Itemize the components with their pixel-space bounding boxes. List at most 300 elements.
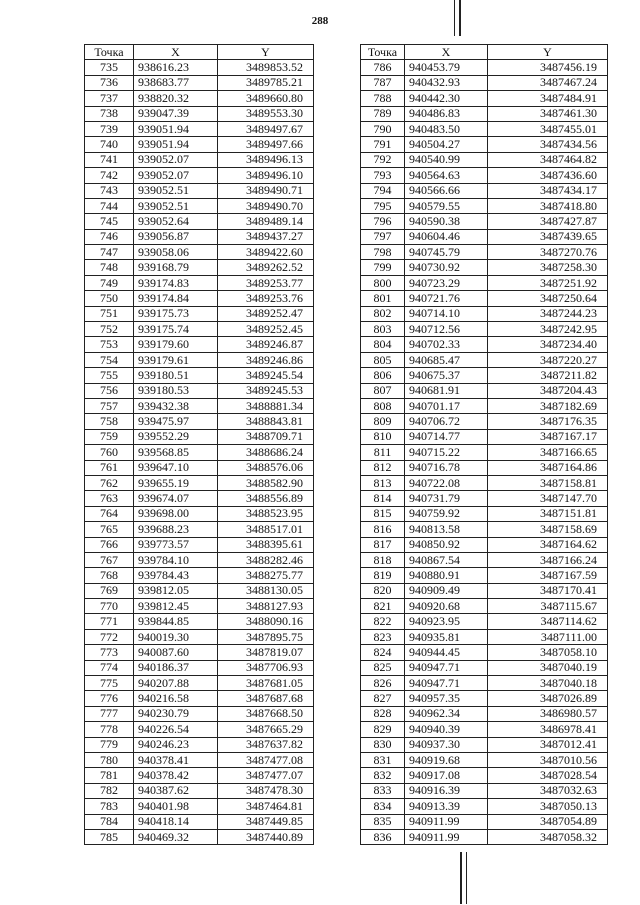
y-coordinate-cell: 3489785.21 bbox=[218, 75, 314, 90]
point-number-cell: 819 bbox=[361, 568, 405, 583]
point-number-cell: 745 bbox=[85, 214, 134, 229]
x-coordinate-cell: 940721.76 bbox=[405, 291, 488, 306]
x-coordinate-cell: 940483.50 bbox=[405, 121, 488, 136]
point-number-cell: 808 bbox=[361, 398, 405, 413]
table-row bbox=[361, 352, 608, 367]
x-coordinate-cell: 939655.19 bbox=[134, 475, 218, 490]
x-coordinate-cell: 940712.56 bbox=[405, 322, 488, 337]
table-row bbox=[361, 783, 608, 798]
table-row bbox=[361, 768, 608, 783]
y-coordinate-cell: 3487158.81 bbox=[488, 475, 608, 490]
point-number-cell: 833 bbox=[361, 783, 405, 798]
point-number-cell: 768 bbox=[85, 568, 134, 583]
y-coordinate-cell: 3489490.70 bbox=[218, 198, 314, 213]
point-number-cell: 827 bbox=[361, 691, 405, 706]
table-row bbox=[361, 460, 608, 475]
x-coordinate-cell: 939175.74 bbox=[134, 322, 218, 337]
y-coordinate-cell: 3489422.60 bbox=[218, 245, 314, 260]
point-number-cell: 781 bbox=[85, 768, 134, 783]
table-row bbox=[85, 429, 314, 444]
x-coordinate-cell: 939174.83 bbox=[134, 275, 218, 290]
table-row bbox=[361, 121, 608, 136]
binder-mark-top bbox=[454, 0, 461, 36]
x-coordinate-cell: 939052.64 bbox=[134, 214, 218, 229]
point-number-cell: 746 bbox=[85, 229, 134, 244]
point-number-cell: 806 bbox=[361, 368, 405, 383]
table-row bbox=[85, 691, 314, 706]
y-coordinate-cell: 3487464.82 bbox=[488, 152, 608, 167]
y-coordinate-cell: 3487427.87 bbox=[488, 214, 608, 229]
y-coordinate-cell: 3487111.00 bbox=[488, 629, 608, 644]
y-coordinate-cell: 3487234.40 bbox=[488, 337, 608, 352]
table-row bbox=[85, 629, 314, 644]
table-row bbox=[85, 676, 314, 691]
y-coordinate-cell: 3487706.93 bbox=[218, 660, 314, 675]
table-row bbox=[85, 460, 314, 475]
header-x: X bbox=[134, 45, 218, 60]
table-header-row bbox=[361, 45, 608, 60]
x-coordinate-cell: 939051.94 bbox=[134, 121, 218, 136]
point-number-cell: 764 bbox=[85, 506, 134, 521]
point-number-cell: 785 bbox=[85, 829, 134, 844]
point-number-cell: 779 bbox=[85, 737, 134, 752]
table-row bbox=[85, 183, 314, 198]
y-coordinate-cell: 3487665.29 bbox=[218, 722, 314, 737]
x-coordinate-cell: 940880.91 bbox=[405, 568, 488, 583]
x-coordinate-cell: 939552.29 bbox=[134, 429, 218, 444]
point-number-cell: 742 bbox=[85, 168, 134, 183]
y-coordinate-cell: 3488127.93 bbox=[218, 599, 314, 614]
x-coordinate-cell: 939784.10 bbox=[134, 552, 218, 567]
x-coordinate-cell: 940714.10 bbox=[405, 306, 488, 321]
point-number-cell: 830 bbox=[361, 737, 405, 752]
point-number-cell: 757 bbox=[85, 398, 134, 413]
x-coordinate-cell: 940947.71 bbox=[405, 676, 488, 691]
table-row bbox=[361, 137, 608, 152]
y-coordinate-cell: 3487054.89 bbox=[488, 814, 608, 829]
table-row bbox=[361, 568, 608, 583]
x-coordinate-cell: 939052.51 bbox=[134, 198, 218, 213]
y-coordinate-cell: 3487028.54 bbox=[488, 768, 608, 783]
header-y: Y bbox=[488, 45, 608, 60]
table-row bbox=[361, 722, 608, 737]
y-coordinate-cell: 3487434.17 bbox=[488, 183, 608, 198]
x-coordinate-cell: 940917.08 bbox=[405, 768, 488, 783]
x-coordinate-cell: 940911.99 bbox=[405, 814, 488, 829]
table-row bbox=[361, 168, 608, 183]
x-coordinate-cell: 940722.08 bbox=[405, 475, 488, 490]
x-coordinate-cell: 939432.38 bbox=[134, 398, 218, 413]
x-coordinate-cell: 940401.98 bbox=[134, 799, 218, 814]
y-coordinate-cell: 3489437.27 bbox=[218, 229, 314, 244]
x-coordinate-cell: 939051.94 bbox=[134, 137, 218, 152]
table-row bbox=[361, 91, 608, 106]
table-row bbox=[85, 398, 314, 413]
point-number-cell: 777 bbox=[85, 706, 134, 721]
y-coordinate-cell: 3489252.47 bbox=[218, 306, 314, 321]
point-number-cell: 801 bbox=[361, 291, 405, 306]
table-row bbox=[85, 445, 314, 460]
x-coordinate-cell: 940937.30 bbox=[405, 737, 488, 752]
table-row bbox=[361, 599, 608, 614]
point-number-cell: 803 bbox=[361, 322, 405, 337]
y-coordinate-cell: 3487211.82 bbox=[488, 368, 608, 383]
point-number-cell: 818 bbox=[361, 552, 405, 567]
point-number-cell: 835 bbox=[361, 814, 405, 829]
y-coordinate-cell: 3488130.05 bbox=[218, 583, 314, 598]
table-row bbox=[85, 783, 314, 798]
point-number-cell: 817 bbox=[361, 537, 405, 552]
y-coordinate-cell: 3487115.67 bbox=[488, 599, 608, 614]
x-coordinate-cell: 939688.23 bbox=[134, 522, 218, 537]
table-row bbox=[85, 814, 314, 829]
x-coordinate-cell: 940759.92 bbox=[405, 506, 488, 521]
x-coordinate-cell: 940731.79 bbox=[405, 491, 488, 506]
table-row bbox=[85, 752, 314, 767]
y-coordinate-cell: 3487456.19 bbox=[488, 60, 608, 75]
x-coordinate-cell: 940675.37 bbox=[405, 368, 488, 383]
table-row bbox=[85, 245, 314, 260]
y-coordinate-cell: 3487258.30 bbox=[488, 260, 608, 275]
table-row bbox=[361, 368, 608, 383]
y-coordinate-cell: 3487204.43 bbox=[488, 383, 608, 398]
table-row bbox=[361, 829, 608, 844]
point-number-cell: 769 bbox=[85, 583, 134, 598]
table-row bbox=[361, 383, 608, 398]
x-coordinate-cell: 939844.85 bbox=[134, 614, 218, 629]
y-coordinate-cell: 3488843.81 bbox=[218, 414, 314, 429]
table-row bbox=[85, 706, 314, 721]
table-row bbox=[85, 260, 314, 275]
point-number-cell: 815 bbox=[361, 506, 405, 521]
x-coordinate-cell: 940923.95 bbox=[405, 614, 488, 629]
table-row bbox=[85, 660, 314, 675]
y-coordinate-cell: 3488556.89 bbox=[218, 491, 314, 506]
table-row bbox=[361, 398, 608, 413]
point-number-cell: 805 bbox=[361, 352, 405, 367]
x-coordinate-cell: 939175.73 bbox=[134, 306, 218, 321]
point-number-cell: 740 bbox=[85, 137, 134, 152]
y-coordinate-cell: 3489853.52 bbox=[218, 60, 314, 75]
table-row bbox=[361, 583, 608, 598]
y-coordinate-cell: 3487895.75 bbox=[218, 629, 314, 644]
y-coordinate-cell: 3487251.92 bbox=[488, 275, 608, 290]
x-coordinate-cell: 940723.29 bbox=[405, 275, 488, 290]
table-row bbox=[85, 91, 314, 106]
point-number-cell: 759 bbox=[85, 429, 134, 444]
table-row bbox=[361, 260, 608, 275]
x-coordinate-cell: 940378.42 bbox=[134, 768, 218, 783]
table-row bbox=[85, 614, 314, 629]
y-coordinate-cell: 3488282.46 bbox=[218, 552, 314, 567]
x-coordinate-cell: 940944.45 bbox=[405, 645, 488, 660]
point-number-cell: 816 bbox=[361, 522, 405, 537]
point-number-cell: 809 bbox=[361, 414, 405, 429]
point-number-cell: 749 bbox=[85, 275, 134, 290]
table-row bbox=[361, 198, 608, 213]
x-coordinate-cell: 940716.78 bbox=[405, 460, 488, 475]
point-number-cell: 786 bbox=[361, 60, 405, 75]
table-row bbox=[85, 799, 314, 814]
x-coordinate-cell: 940913.39 bbox=[405, 799, 488, 814]
binder-mark-bottom bbox=[460, 852, 467, 904]
x-coordinate-cell: 940387.62 bbox=[134, 783, 218, 798]
y-coordinate-cell: 3487050.13 bbox=[488, 799, 608, 814]
x-coordinate-cell: 940087.60 bbox=[134, 645, 218, 660]
point-number-cell: 812 bbox=[361, 460, 405, 475]
x-coordinate-cell: 939674.07 bbox=[134, 491, 218, 506]
x-coordinate-cell: 939047.39 bbox=[134, 106, 218, 121]
x-coordinate-cell: 939056.87 bbox=[134, 229, 218, 244]
table-row bbox=[361, 214, 608, 229]
table-row bbox=[361, 522, 608, 537]
point-number-cell: 793 bbox=[361, 168, 405, 183]
x-coordinate-cell: 938820.32 bbox=[134, 91, 218, 106]
table-row bbox=[361, 322, 608, 337]
y-coordinate-cell: 3489253.76 bbox=[218, 291, 314, 306]
x-coordinate-cell: 939698.00 bbox=[134, 506, 218, 521]
header-y: Y bbox=[218, 45, 314, 60]
x-coordinate-cell: 939647.10 bbox=[134, 460, 218, 475]
table-row bbox=[85, 168, 314, 183]
point-number-cell: 765 bbox=[85, 522, 134, 537]
x-coordinate-cell: 940442.30 bbox=[405, 91, 488, 106]
x-coordinate-cell: 940935.81 bbox=[405, 629, 488, 644]
x-coordinate-cell: 939180.53 bbox=[134, 383, 218, 398]
point-number-cell: 810 bbox=[361, 429, 405, 444]
y-coordinate-cell: 3487477.08 bbox=[218, 752, 314, 767]
point-number-cell: 794 bbox=[361, 183, 405, 198]
table-row bbox=[85, 522, 314, 537]
y-coordinate-cell: 3487244.23 bbox=[488, 306, 608, 321]
table-row bbox=[85, 383, 314, 398]
x-coordinate-cell: 939475.97 bbox=[134, 414, 218, 429]
y-coordinate-cell: 3488275.77 bbox=[218, 568, 314, 583]
table-row bbox=[361, 814, 608, 829]
x-coordinate-cell: 940432.93 bbox=[405, 75, 488, 90]
table-row bbox=[85, 583, 314, 598]
table-row bbox=[361, 629, 608, 644]
point-number-cell: 754 bbox=[85, 352, 134, 367]
table-row bbox=[85, 352, 314, 367]
point-number-cell: 834 bbox=[361, 799, 405, 814]
table-row bbox=[85, 75, 314, 90]
y-coordinate-cell: 3487182.69 bbox=[488, 398, 608, 413]
y-coordinate-cell: 3489245.54 bbox=[218, 368, 314, 383]
y-coordinate-cell: 3487151.81 bbox=[488, 506, 608, 521]
point-number-cell: 825 bbox=[361, 660, 405, 675]
x-coordinate-cell: 940909.49 bbox=[405, 583, 488, 598]
x-coordinate-cell: 940486.83 bbox=[405, 106, 488, 121]
table-row bbox=[361, 645, 608, 660]
point-number-cell: 784 bbox=[85, 814, 134, 829]
x-coordinate-cell: 940813.58 bbox=[405, 522, 488, 537]
table-row bbox=[361, 752, 608, 767]
x-coordinate-cell: 938616.23 bbox=[134, 60, 218, 75]
table-row bbox=[361, 152, 608, 167]
point-number-cell: 736 bbox=[85, 75, 134, 90]
y-coordinate-cell: 3487166.65 bbox=[488, 445, 608, 460]
table-row bbox=[85, 552, 314, 567]
table-row bbox=[85, 768, 314, 783]
y-coordinate-cell: 3487478.30 bbox=[218, 783, 314, 798]
x-coordinate-cell: 940745.79 bbox=[405, 245, 488, 260]
y-coordinate-cell: 3487434.56 bbox=[488, 137, 608, 152]
x-coordinate-cell: 939180.51 bbox=[134, 368, 218, 383]
point-number-cell: 824 bbox=[361, 645, 405, 660]
y-coordinate-cell: 3487166.24 bbox=[488, 552, 608, 567]
table-row bbox=[361, 552, 608, 567]
point-number-cell: 774 bbox=[85, 660, 134, 675]
point-number-cell: 787 bbox=[361, 75, 405, 90]
y-coordinate-cell: 3487477.07 bbox=[218, 768, 314, 783]
point-number-cell: 788 bbox=[361, 91, 405, 106]
point-number-cell: 795 bbox=[361, 198, 405, 213]
x-coordinate-cell: 940590.38 bbox=[405, 214, 488, 229]
y-coordinate-cell: 3489253.77 bbox=[218, 275, 314, 290]
point-number-cell: 763 bbox=[85, 491, 134, 506]
table-row bbox=[361, 506, 608, 521]
point-number-cell: 766 bbox=[85, 537, 134, 552]
y-coordinate-cell: 3487114.62 bbox=[488, 614, 608, 629]
y-coordinate-cell: 3487467.24 bbox=[488, 75, 608, 90]
table-row bbox=[361, 60, 608, 75]
y-coordinate-cell: 3489497.66 bbox=[218, 137, 314, 152]
table-row bbox=[85, 137, 314, 152]
y-coordinate-cell: 3488395.61 bbox=[218, 537, 314, 552]
table-row bbox=[361, 183, 608, 198]
table-row bbox=[85, 829, 314, 844]
y-coordinate-cell: 3488686.24 bbox=[218, 445, 314, 460]
y-coordinate-cell: 3488523.95 bbox=[218, 506, 314, 521]
y-coordinate-cell: 3487040.18 bbox=[488, 676, 608, 691]
table-row bbox=[85, 291, 314, 306]
y-coordinate-cell: 3489246.86 bbox=[218, 352, 314, 367]
y-coordinate-cell: 3488582.90 bbox=[218, 475, 314, 490]
x-coordinate-cell: 939568.85 bbox=[134, 445, 218, 460]
point-number-cell: 802 bbox=[361, 306, 405, 321]
x-coordinate-cell: 940453.79 bbox=[405, 60, 488, 75]
point-number-cell: 751 bbox=[85, 306, 134, 321]
table-row bbox=[85, 229, 314, 244]
point-number-cell: 811 bbox=[361, 445, 405, 460]
x-coordinate-cell: 940715.22 bbox=[405, 445, 488, 460]
x-coordinate-cell: 940916.39 bbox=[405, 783, 488, 798]
table-row bbox=[361, 614, 608, 629]
y-coordinate-cell: 3489497.67 bbox=[218, 121, 314, 136]
header-point: Точка bbox=[85, 45, 134, 60]
point-number-cell: 773 bbox=[85, 645, 134, 660]
point-number-cell: 813 bbox=[361, 475, 405, 490]
y-coordinate-cell: 3489496.13 bbox=[218, 152, 314, 167]
y-coordinate-cell: 3489553.30 bbox=[218, 106, 314, 121]
y-coordinate-cell: 3488881.34 bbox=[218, 398, 314, 413]
table-row bbox=[361, 676, 608, 691]
y-coordinate-cell: 3487164.86 bbox=[488, 460, 608, 475]
point-number-cell: 750 bbox=[85, 291, 134, 306]
x-coordinate-cell: 939812.05 bbox=[134, 583, 218, 598]
x-coordinate-cell: 939058.06 bbox=[134, 245, 218, 260]
header-point: Точка bbox=[361, 45, 405, 60]
point-number-cell: 792 bbox=[361, 152, 405, 167]
table-row bbox=[85, 506, 314, 521]
y-coordinate-cell: 3487270.76 bbox=[488, 245, 608, 260]
y-coordinate-cell: 3489489.14 bbox=[218, 214, 314, 229]
y-coordinate-cell: 3487449.85 bbox=[218, 814, 314, 829]
y-coordinate-cell: 3487819.07 bbox=[218, 645, 314, 660]
table-row bbox=[361, 706, 608, 721]
coordinates-table-right bbox=[360, 44, 608, 845]
point-number-cell: 752 bbox=[85, 322, 134, 337]
y-coordinate-cell: 3486980.57 bbox=[488, 706, 608, 721]
table-row bbox=[85, 60, 314, 75]
x-coordinate-cell: 940920.68 bbox=[405, 599, 488, 614]
table-row bbox=[361, 414, 608, 429]
x-coordinate-cell: 940957.35 bbox=[405, 691, 488, 706]
point-number-cell: 791 bbox=[361, 137, 405, 152]
table-row bbox=[85, 106, 314, 121]
point-number-cell: 775 bbox=[85, 676, 134, 691]
x-coordinate-cell: 940564.63 bbox=[405, 168, 488, 183]
x-coordinate-cell: 940604.46 bbox=[405, 229, 488, 244]
y-coordinate-cell: 3489246.87 bbox=[218, 337, 314, 352]
point-number-cell: 755 bbox=[85, 368, 134, 383]
point-number-cell: 767 bbox=[85, 552, 134, 567]
x-coordinate-cell: 940714.77 bbox=[405, 429, 488, 444]
y-coordinate-cell: 3487687.68 bbox=[218, 691, 314, 706]
x-coordinate-cell: 940469.32 bbox=[134, 829, 218, 844]
point-number-cell: 761 bbox=[85, 460, 134, 475]
y-coordinate-cell: 3487032.63 bbox=[488, 783, 608, 798]
y-coordinate-cell: 3487026.89 bbox=[488, 691, 608, 706]
table-row bbox=[361, 106, 608, 121]
x-coordinate-cell: 940540.99 bbox=[405, 152, 488, 167]
x-coordinate-cell: 940685.47 bbox=[405, 352, 488, 367]
x-coordinate-cell: 940919.68 bbox=[405, 752, 488, 767]
point-number-cell: 753 bbox=[85, 337, 134, 352]
x-coordinate-cell: 940566.66 bbox=[405, 183, 488, 198]
table-row bbox=[85, 368, 314, 383]
y-coordinate-cell: 3489262.52 bbox=[218, 260, 314, 275]
y-coordinate-cell: 3489496.10 bbox=[218, 168, 314, 183]
point-number-cell: 828 bbox=[361, 706, 405, 721]
x-coordinate-cell: 940706.72 bbox=[405, 414, 488, 429]
y-coordinate-cell: 3487464.81 bbox=[218, 799, 314, 814]
point-number-cell: 772 bbox=[85, 629, 134, 644]
point-number-cell: 735 bbox=[85, 60, 134, 75]
point-number-cell: 758 bbox=[85, 414, 134, 429]
table-header-row bbox=[85, 45, 314, 60]
point-number-cell: 743 bbox=[85, 183, 134, 198]
y-coordinate-cell: 3487668.50 bbox=[218, 706, 314, 721]
point-number-cell: 780 bbox=[85, 752, 134, 767]
point-number-cell: 790 bbox=[361, 121, 405, 136]
y-coordinate-cell: 3487681.05 bbox=[218, 676, 314, 691]
y-coordinate-cell: 3487176.35 bbox=[488, 414, 608, 429]
table-row bbox=[361, 275, 608, 290]
point-number-cell: 760 bbox=[85, 445, 134, 460]
point-number-cell: 832 bbox=[361, 768, 405, 783]
y-coordinate-cell: 3487147.70 bbox=[488, 491, 608, 506]
point-number-cell: 741 bbox=[85, 152, 134, 167]
point-number-cell: 778 bbox=[85, 722, 134, 737]
coordinates-table-left bbox=[84, 44, 314, 845]
point-number-cell: 829 bbox=[361, 722, 405, 737]
table-row bbox=[361, 491, 608, 506]
y-coordinate-cell: 3487012.41 bbox=[488, 737, 608, 752]
point-number-cell: 789 bbox=[361, 106, 405, 121]
y-coordinate-cell: 3487167.17 bbox=[488, 429, 608, 444]
